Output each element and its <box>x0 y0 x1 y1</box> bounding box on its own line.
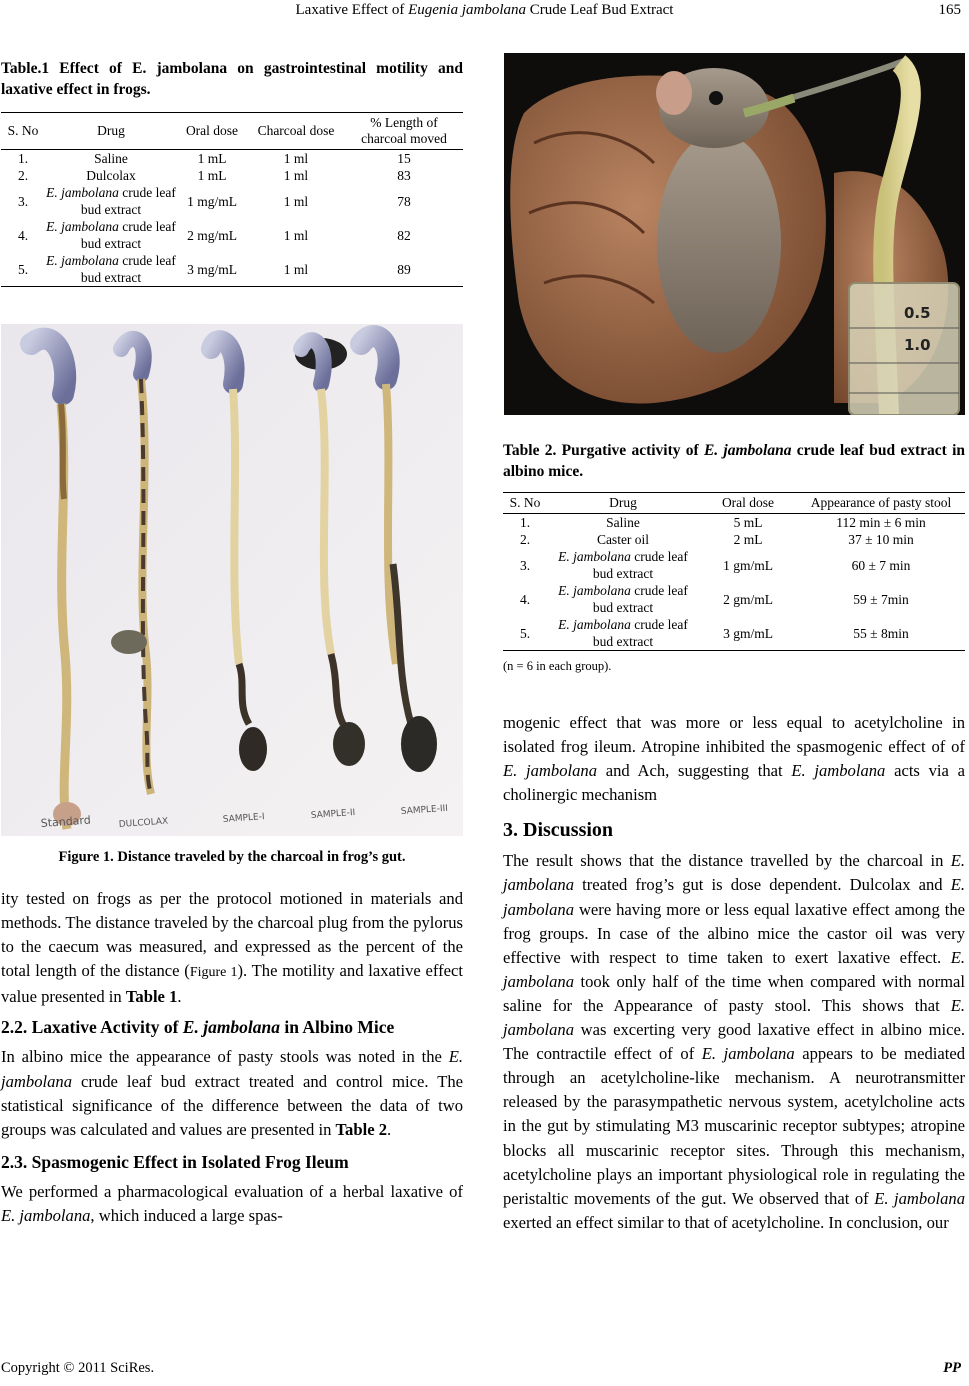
cell-drug: Dulcolax <box>86 168 136 183</box>
cell-value: 89 <box>345 252 463 287</box>
cell-dose: 3 gm/mL <box>699 616 797 651</box>
mouse-photo <box>504 53 965 415</box>
paragraph-albino-mice: In albino mice the appearance of pasty stools was noted in the E. jambolana crude leaf bud extract treated and control mice. The statistical significance of the difference between the data of two groups was calculated and values are presented in Table 2. <box>1 1047 463 1139</box>
cell-sno: 3. <box>17 193 29 209</box>
table1-header-length: % Length of charcoal moved <box>345 113 463 150</box>
paragraph-frog-results: ity tested on frogs as per the protocol motioned in materials and methods. The distance traveled by the charcoal plug from the pylorus to the caecum was measured, and expressed as the percent of the total length of the distance (Figure 1). The motility and laxative effect value presented in Table 1. <box>1 889 464 1007</box>
figure1-label-5: SAMPLE-III <box>400 803 449 817</box>
cell-value: 82 <box>397 227 411 243</box>
cell-value: 59 ± 7min <box>853 591 909 607</box>
paragraph-spasmogenic-cont: mogenic effect that was more or less equal to acetylcholine in isolated frog ileum. Atropine inhibited the spasmogenic effect of of E. jambolana and Ach, suggesting that E. jambolana acts via a cholinergic mechanism <box>503 713 965 805</box>
cell-dose: 5 mL <box>733 515 763 530</box>
cell-value: 55 ± 8min <box>797 616 965 651</box>
cell-dose: 2 mL <box>733 532 763 547</box>
frog-gut-photo <box>1 324 463 836</box>
table-row <box>1 218 463 252</box>
figure1-label-2: DULCOLAX <box>118 816 169 830</box>
cell-sno: 2. <box>17 168 29 183</box>
cell-drug: Caster oil <box>596 532 650 547</box>
cell-sno: 1. <box>519 515 531 530</box>
table-row <box>1 252 463 287</box>
cell-sno: 3. <box>519 557 531 573</box>
table-row <box>1 184 463 218</box>
page-number: 165 <box>938 2 961 18</box>
cell-dose: 1 mg/mL <box>187 193 237 209</box>
cell-value: 83 <box>397 168 411 183</box>
table-row <box>503 548 965 582</box>
cell-value: 37 ± 10 min <box>848 532 914 547</box>
cell-sno: 4. <box>519 591 531 607</box>
cell-charcoal: 1 ml <box>247 252 345 287</box>
cell-value: 60 ± 7 min <box>851 557 911 573</box>
cell-dose: 1 gm/mL <box>723 557 773 573</box>
table1-header-charcoal: Charcoal dose <box>247 113 345 150</box>
cell-sno: 5. <box>503 616 547 651</box>
mouse-dosing-photo <box>504 53 965 415</box>
cell-dose: 1 mL <box>197 168 227 183</box>
table-row <box>503 531 965 548</box>
cell-drug: E. jambolana crude leaf bud extract <box>558 583 688 615</box>
cell-drug: Saline <box>94 151 128 166</box>
cell-sno: 4. <box>17 227 29 243</box>
paragraph-spasmogenic: We performed a pharmacological evaluation of a herbal laxative of E. jambolana, which induced a large spas- <box>1 1181 463 1225</box>
table1 <box>1 112 463 287</box>
table2-header-drug: Drug <box>547 493 699 514</box>
cell-sno: 1. <box>17 151 29 166</box>
section-2-2-heading: 2.2. Laxative Activity of E. jambolana in Albino Mice <box>1 1017 395 1038</box>
table2-caption: Table 2. Purgative activity of E. jambolana crude leaf bud extract in albino mice. <box>503 442 965 480</box>
table-row <box>503 582 965 616</box>
cell-dose: 1 mL <box>197 151 227 166</box>
section-2-3-heading: 2.3. Spasmogenic Effect in Isolated Frog Ileum <box>1 1151 349 1172</box>
syringe-mark-2: 1.0 <box>904 336 931 354</box>
footer-journal: PP <box>943 1360 961 1376</box>
left-column-text <box>1 887 463 1228</box>
cell-charcoal: 1 ml <box>283 168 309 183</box>
table2-header-dose: Oral dose <box>699 493 797 514</box>
table2-header-sno: S. No <box>503 493 547 514</box>
paragraph-discussion: The result shows that the distance travelled by the charcoal in E. jambolana treated frog’s gut is dose dependent. Dulcolax and E. jambolana were having more or less equal laxative effect among the frog groups. In case of the albino mice the castor oil was very effective with respect to time taken to exert laxative effect. E. jambolana took only half of the time when compared with normal saline for the Appearance of pasty stool. This shows that E. jambolana was excerting very good laxative effect in albino mice. The contractile effect of of E. jambolana appears to be mediated through an acetylcholine-like mechanism. A neurotransmitter released by the parasympathetic nervous system, acetylcholine acts in the gut by stimulating M3 muscarinic receptor subtypes; atropine blocks all muscarinic receptor sites. Through this mechanism, acetylcholine plays an important physiological role in regulating the peristaltic movements of the gut. We observed that of E. jambolana exerted an effect similar to that of acetylcholine. In conclusion, our <box>503 851 966 1232</box>
table1-caption: Table.1 Effect of E. jambolana on gastrointestinal motility and laxative effect in frogs. <box>1 60 463 98</box>
table-row <box>503 514 965 532</box>
cell-drug: E. jambolana crude leaf bud extract <box>558 549 688 581</box>
table-row <box>1 150 463 168</box>
running-head: Laxative Effect of Eugenia jambolana Crude Leaf Bud Extract <box>295 2 674 18</box>
figure1-label-1: Standard <box>40 813 92 830</box>
cell-sno: 5. <box>1 252 45 287</box>
table-row <box>1 167 463 184</box>
cell-charcoal: 1 ml <box>283 193 309 209</box>
cell-value: 112 min ± 6 min <box>836 515 926 530</box>
figure1-label-4: SAMPLE-II <box>310 807 356 821</box>
cell-drug: E. jambolana crude leaf bud extract <box>46 219 176 251</box>
table1-header-sno: S. No <box>1 113 45 150</box>
table-row <box>503 616 965 651</box>
syringe-mark-1: 0.5 <box>904 304 931 322</box>
cell-dose: 3 mg/mL <box>177 252 247 287</box>
table1-header-drug: Drug <box>45 113 177 150</box>
table2-header-stool: Appearance of pasty stool <box>797 493 965 514</box>
cell-charcoal: 1 ml <box>283 227 309 243</box>
cell-sno: 2. <box>519 532 531 547</box>
cell-charcoal: 1 ml <box>283 151 309 166</box>
figure1-image <box>1 324 463 836</box>
cell-dose: 2 mg/mL <box>187 227 237 243</box>
cell-dose: 2 gm/mL <box>723 591 773 607</box>
cell-drug: E. jambolana crude leaf bud extract <box>547 616 699 651</box>
figure1-label-3: SAMPLE-I <box>222 812 265 825</box>
footer-copyright: Copyright © 2011 SciRes. <box>1 1360 155 1376</box>
cell-value: 78 <box>397 193 411 209</box>
table2 <box>503 492 965 674</box>
cell-drug: E. jambolana crude leaf bud extract <box>46 185 176 217</box>
table1-header-dose: Oral dose <box>177 113 247 150</box>
cell-drug: Saline <box>606 515 640 530</box>
discussion-heading: 3. Discussion <box>503 819 614 842</box>
right-column-text <box>503 711 965 1235</box>
table2-note: (n = 6 in each group). <box>503 659 612 673</box>
cell-drug: E. jambolana crude leaf bud extract <box>46 253 176 285</box>
cell-value: 15 <box>397 151 411 166</box>
figure1-caption: Figure 1. Distance traveled by the charcoal in frog’s gut. <box>58 849 406 865</box>
